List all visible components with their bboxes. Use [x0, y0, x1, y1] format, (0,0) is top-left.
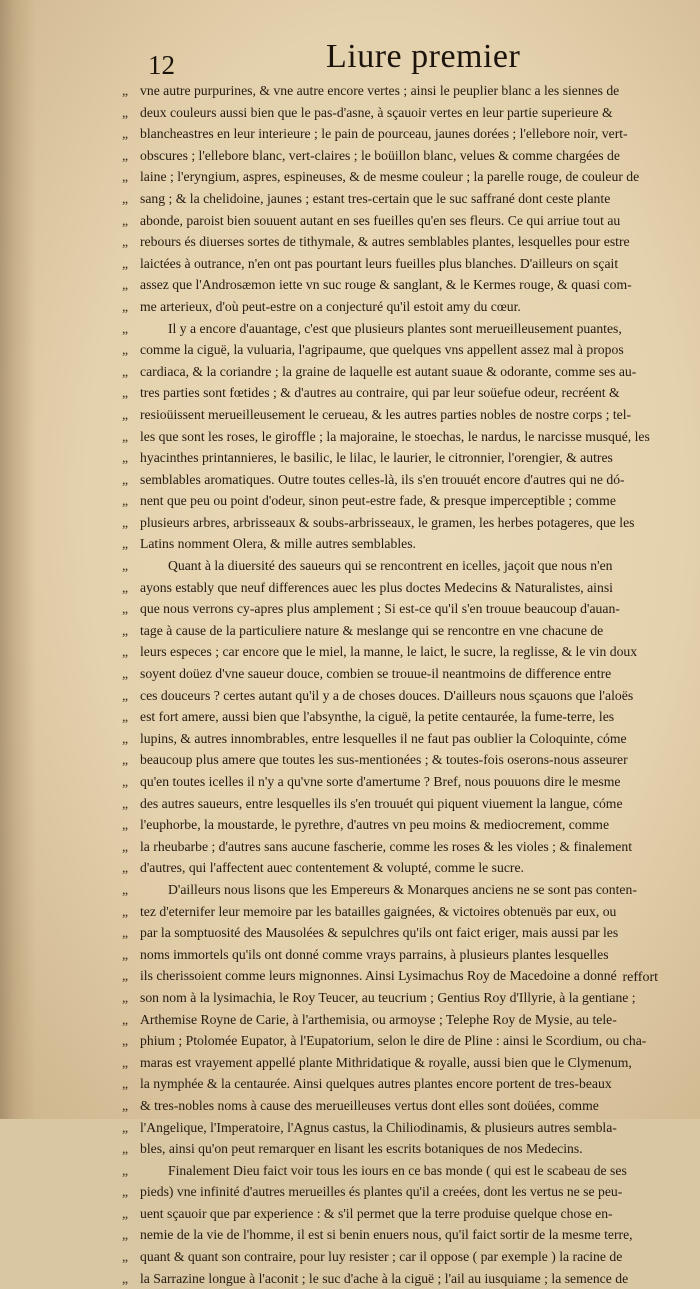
line-text: rebours és diuerses sortes de tithymale, & autres semblables plantes, lesquelles pour estre: [140, 234, 630, 250]
line-text: tage à cause de la particuliere nature & meslange qui se rencontre en vne chacune de: [140, 622, 604, 638]
quotation-mark: „: [122, 1184, 129, 1200]
line-text: nent que peu ou point d'odeur, sinon peut-estre fade, & presque imperceptible ; comme: [140, 493, 616, 509]
quotation-mark: „: [122, 644, 129, 660]
quotation-mark: „: [122, 1249, 129, 1265]
body-text: [122, 80, 660, 1289]
line-text: semblables aromatiques. Outre toutes celles-là, ils s'en trouuét encore d'autres qui ne dó-: [140, 471, 625, 487]
text-line: [122, 188, 660, 210]
line-text: assez que l'Androsæmon iette vn suc rouge & sanglant, & le Kermes rouge, & quasi com-: [140, 277, 632, 293]
text-line: [122, 1073, 660, 1095]
line-text: maras est vrayement appellé plante Mithridatique & royalle, aussi bien que le Clymenum,: [140, 1054, 632, 1070]
line-text: ayons estably que neuf differences auec les plus doctes Medecins & Naturalistes, ainsi: [140, 579, 613, 595]
text-line: [122, 102, 660, 124]
text-line: [122, 382, 660, 404]
line-text: ils cherissoient comme leurs mignonnes. Ainsi Lysimachus Roy de Macedoine a donné: [140, 968, 617, 984]
text-line: [122, 210, 660, 232]
text-line: [122, 793, 660, 815]
line-text: plusieurs arbres, arbrisseaux & soubs-arbrisseaux, le gramen, les herbes potageres, que les: [140, 514, 635, 530]
page-number: 12: [148, 50, 175, 80]
line-text: la nymphée & la centaurée. Ainsi quelques autres plantes encore portent de tres-beaux: [140, 1076, 612, 1092]
text-line: [122, 274, 660, 296]
quotation-mark: „: [122, 212, 129, 228]
text-line: [122, 1095, 660, 1117]
quotation-mark: „: [122, 471, 129, 487]
line-text: qu'en toutes icelles il n'y a qu'vne sorte d'amertume ? Bref, nous pouuons dire le mesme: [140, 774, 621, 789]
line-text: l'Angelique, l'Imperatoire, l'Agnus castus, la Chiliodinamis, & plusieurs autres sembla-: [140, 1119, 617, 1135]
line-text: des autres saueurs, entre lesquelles ils s'en trouuét qui piquent viuement la langue, cóme: [140, 795, 623, 811]
line-text: soyent doüez d'vne saueur douce, combien se trouue-il neantmoins de difference entre: [140, 666, 612, 682]
quotation-mark: „: [122, 126, 129, 142]
text-line: [122, 641, 660, 663]
text-line: [122, 1224, 660, 1246]
quotation-mark: „: [122, 536, 129, 552]
quotation-mark: „: [122, 385, 129, 401]
line-text: leurs especes ; car encore que le miel, la manne, le laict, le sucre, la reglisse, & le vin doux: [140, 644, 638, 660]
quotation-mark: „: [122, 450, 129, 466]
text-line: [122, 879, 660, 901]
line-text: par la somptuosité des Mausolées & sepulchres qu'ils ont faict eriger, mais aussi par les: [140, 925, 619, 941]
text-line: [122, 706, 660, 728]
text-line: [122, 80, 660, 102]
line-text: tres parties sont fœtides ; & d'autres au contraire, qui par leur soüefue odeur, recréent &: [140, 385, 620, 401]
line-text: noms immortels qu'ils ont donné comme vrays parrains, à plusieurs plantes lesquelles: [140, 946, 609, 962]
quotation-mark: „: [122, 83, 129, 98]
text-line: [122, 685, 660, 707]
text-line: [122, 1160, 660, 1182]
text-line: [122, 296, 660, 318]
quotation-mark: „: [122, 428, 129, 444]
line-text: & tres-nobles noms à cause des merueilleuses vertus dont elles sont doüées, comme: [140, 1097, 599, 1113]
text-line: [122, 1203, 660, 1225]
quotation-mark: „: [122, 234, 129, 250]
quotation-mark: „: [122, 795, 129, 811]
line-text: nemie de la vie de l'homme, il est si benin enuers nous, qu'il faict sortir de la mesme terre,: [140, 1227, 633, 1243]
text-line: [122, 1268, 660, 1289]
quotation-mark: „: [122, 558, 129, 574]
line-text: Finalement Dieu faict voir tous les iours en ce bas monde ( qui est le scabeau de ses: [168, 1162, 627, 1178]
line-text: resioüissent merueilleusement le cerueau, & les autres parties nobles de nostre corps ; tel-: [140, 406, 632, 422]
text-line: [122, 512, 660, 534]
quotation-mark: „: [122, 277, 129, 293]
text-line: [122, 361, 660, 383]
page-header: [140, 38, 680, 78]
text-line: [122, 620, 660, 642]
line-text: laictées à outrance, n'en ont pas pourtant leurs fueilles plus blanches. D'ailleurs on sçait: [140, 255, 619, 271]
quotation-mark: „: [122, 709, 129, 725]
quotation-mark: „: [122, 946, 129, 962]
line-text: bles, ainsi qu'on peut remarquer en lisant les escrits botaniques de nos Medecins.: [140, 1141, 583, 1157]
quotation-mark: „: [122, 514, 129, 530]
text-line: [122, 771, 660, 793]
line-text: Il y a encore d'auantage, c'est que plusieurs plantes sont merueilleusement puantes,: [168, 320, 622, 336]
quotation-mark: „: [122, 881, 129, 897]
line-text: Latins nomment Olera, & mille autres semblables.: [140, 536, 416, 552]
quotation-mark: „: [122, 1076, 129, 1092]
text-line: [122, 1009, 660, 1031]
quotation-mark: „: [122, 579, 129, 595]
line-text: vne autre purpurines, & vne autre encore vertes ; ainsi le peuplier blanc a les siennes de: [140, 83, 620, 98]
line-text: deux couleurs aussi bien que le pas-d'asne, à sçauoir vertes en leur partie superieure &: [140, 104, 613, 120]
quotation-mark: „: [122, 1270, 129, 1286]
quotation-mark: „: [122, 342, 129, 358]
line-text: uent sçauoir que par experience : & s'il permet que la terre produise quelque chose en-: [140, 1205, 613, 1221]
line-text: beaucoup plus amere que toutes les sus-mentionées ; & toutes-fois oserons-nous asseurer: [140, 752, 628, 768]
quotation-mark: „: [122, 1162, 129, 1178]
line-text: quant & quant son contraire, pour luy resister ; car il oppose ( par exemple ) la racine de: [140, 1249, 623, 1265]
line-text: lupins, & autres innombrables, entre lesquelles il ne faut pas oublier la Coloquinte, cóme: [140, 730, 627, 746]
quotation-mark: „: [122, 298, 129, 314]
text-line: [122, 231, 660, 253]
text-line: [122, 1246, 660, 1268]
line-text: blancheastres en leur interieure ; le pain de pourceau, jaunes dorées ; l'ellebore noir, vert-: [140, 126, 628, 142]
line-text: cardiaca, & la coriandre ; la graine de laquelle est autant suaue & odorante, comme ses au-: [140, 363, 637, 379]
text-line: [122, 1181, 660, 1203]
quotation-mark: „: [122, 406, 129, 422]
line-text: son nom à la lysimachia, le Roy Teucer, au teucrium ; Gentius Roy d'Illyrie, à la gentiane ;: [140, 989, 636, 1005]
line-text: obscures ; l'ellebore blanc, vert-claires ; le boüillon blanc, velues & comme chargées de: [140, 147, 620, 163]
quotation-mark: „: [122, 255, 129, 271]
quotation-mark: „: [122, 838, 129, 854]
text-line: [122, 339, 660, 361]
text-line: [122, 814, 660, 836]
line-text: ces douceurs ? certes autant qu'il y a de choses douces. D'ailleurs nous sçauons que l'aloës: [140, 687, 634, 703]
text-line: [122, 749, 660, 771]
quotation-mark: „: [122, 860, 129, 876]
line-text: est fort amere, aussi bien que l'absynthe, la ciguë, la petite centaurée, la fume-terre, les: [140, 709, 615, 725]
text-line: [122, 145, 660, 167]
text-line: [122, 987, 660, 1009]
line-text: pieds) vne infinité d'autres merueilles és plantes qu'il a creées, dont les vertus ne se peu-: [140, 1184, 623, 1200]
quotation-mark: „: [122, 903, 129, 919]
line-text: la Sarrazine longue à l'aconit ; le suc d'ache à la ciguë ; l'ail au iusquiame ; la semence de: [140, 1270, 629, 1286]
line-text: d'autres, qui l'affectent auec contentement & volupté, comme le sucre.: [140, 860, 524, 876]
quotation-mark: „: [122, 169, 129, 185]
quotation-mark: „: [122, 1097, 129, 1113]
text-line: [122, 123, 660, 145]
line-text: comme la ciguë, la vuluaria, l'agripaume, que quelques vns appellent assez mal à propos: [140, 342, 624, 358]
quotation-mark: „: [122, 752, 129, 768]
line-text: tez d'eternifer leur memoire par les batailles gaignées, & victoires obtenuës par eux, ou: [140, 903, 617, 919]
text-line: [122, 1052, 660, 1074]
binding-shadow: [0, 0, 36, 1119]
text-line: [122, 447, 660, 469]
text-line: [122, 1138, 660, 1160]
quotation-mark: „: [122, 925, 129, 941]
text-line: [122, 965, 660, 987]
text-line: [122, 857, 660, 879]
quotation-mark: „: [122, 730, 129, 746]
text-line: [122, 922, 660, 944]
text-line: [122, 426, 660, 448]
text-line: [122, 836, 660, 858]
quotation-mark: „: [122, 1033, 129, 1049]
text-line: [122, 598, 660, 620]
text-line: [122, 728, 660, 750]
quotation-mark: „: [122, 817, 129, 833]
line-text: me arterieux, d'où peut-estre on a conjecturé qu'il estoit amy du cœur.: [140, 298, 521, 314]
text-line: [122, 555, 660, 577]
line-text: abonde, paroist bien souuent autant en ses fueilles qu'en ses fleurs. Ce qui arriue tout au: [140, 212, 621, 228]
text-line: [122, 404, 660, 426]
quotation-mark: „: [122, 687, 129, 703]
running-title: Liure premier: [326, 38, 521, 75]
quotation-mark: „: [122, 363, 129, 379]
quotation-mark: „: [122, 493, 129, 509]
quotation-mark: „: [122, 104, 129, 120]
text-line: [122, 944, 660, 966]
text-line: [122, 253, 660, 275]
text-line: [122, 469, 660, 491]
quotation-mark: „: [122, 190, 129, 206]
quotation-mark: „: [122, 622, 129, 638]
catchword: reffort: [622, 970, 658, 985]
line-text: Arthemise Royne de Carie, à l'arthemisia, ou armoyse ; Telephe Roy de Mysie, au tele-: [140, 1011, 617, 1027]
quotation-mark: „: [122, 666, 129, 682]
line-text: laine ; l'eryngium, aspres, espineuses, & de mesme couleur ; la parelle rouge, de couleur de: [140, 169, 640, 185]
text-line: [122, 1117, 660, 1139]
text-line: [122, 490, 660, 512]
quotation-mark: „: [122, 320, 129, 336]
quotation-mark: „: [122, 147, 129, 163]
line-text: phium ; Ptolomée Eupator, à l'Eupatorium, selon le dire de Pline : ainsi le Scordium, ou cha-: [140, 1033, 647, 1049]
text-line: [122, 1030, 660, 1052]
text-line: [122, 166, 660, 188]
text-line: [122, 577, 660, 599]
line-text: Quant à la diuersité des saueurs qui se rencontrent en icelles, jaçoit que nous n'en: [168, 558, 613, 574]
quotation-mark: „: [122, 774, 129, 789]
text-line: [122, 533, 660, 555]
quotation-mark: „: [122, 1054, 129, 1070]
line-text: l'euphorbe, la moustarde, le pyrethre, d'autres vn peu moins & mediocrement, comme: [140, 817, 610, 833]
quotation-mark: „: [122, 989, 129, 1005]
text-line: [122, 663, 660, 685]
quotation-mark: „: [122, 1205, 129, 1221]
quotation-mark: „: [122, 1227, 129, 1243]
text-line: [122, 901, 660, 923]
quotation-mark: „: [122, 1141, 129, 1157]
line-text: sang ; & la chelidoine, jaunes ; estant tres-certain que le suc saffrané dont ceste plante: [140, 190, 611, 206]
text-line: [122, 318, 660, 340]
line-text: la rheubarbe ; d'autres sans aucune fascherie, comme les roses & les violes ; & finalement: [140, 838, 633, 854]
line-text: les que sont les roses, le giroffle ; la majoraine, le stoechas, le nardus, le narcisse musqué, les: [140, 428, 650, 444]
line-text: que nous verrons cy-apres plus amplement ; Si est-ce qu'il s'en trouue beaucoup d'auan-: [140, 601, 620, 617]
quotation-mark: „: [122, 1011, 129, 1027]
quotation-mark: „: [122, 968, 129, 984]
quotation-mark: „: [122, 1119, 129, 1135]
line-text: hyacinthes printannieres, le basilic, le lilac, le laurier, le citronnier, l'orengier, & autres: [140, 450, 613, 466]
line-text: D'ailleurs nous lisons que les Empereurs & Monarques anciens ne se sont pas conten-: [168, 881, 637, 897]
quotation-mark: „: [122, 601, 129, 617]
